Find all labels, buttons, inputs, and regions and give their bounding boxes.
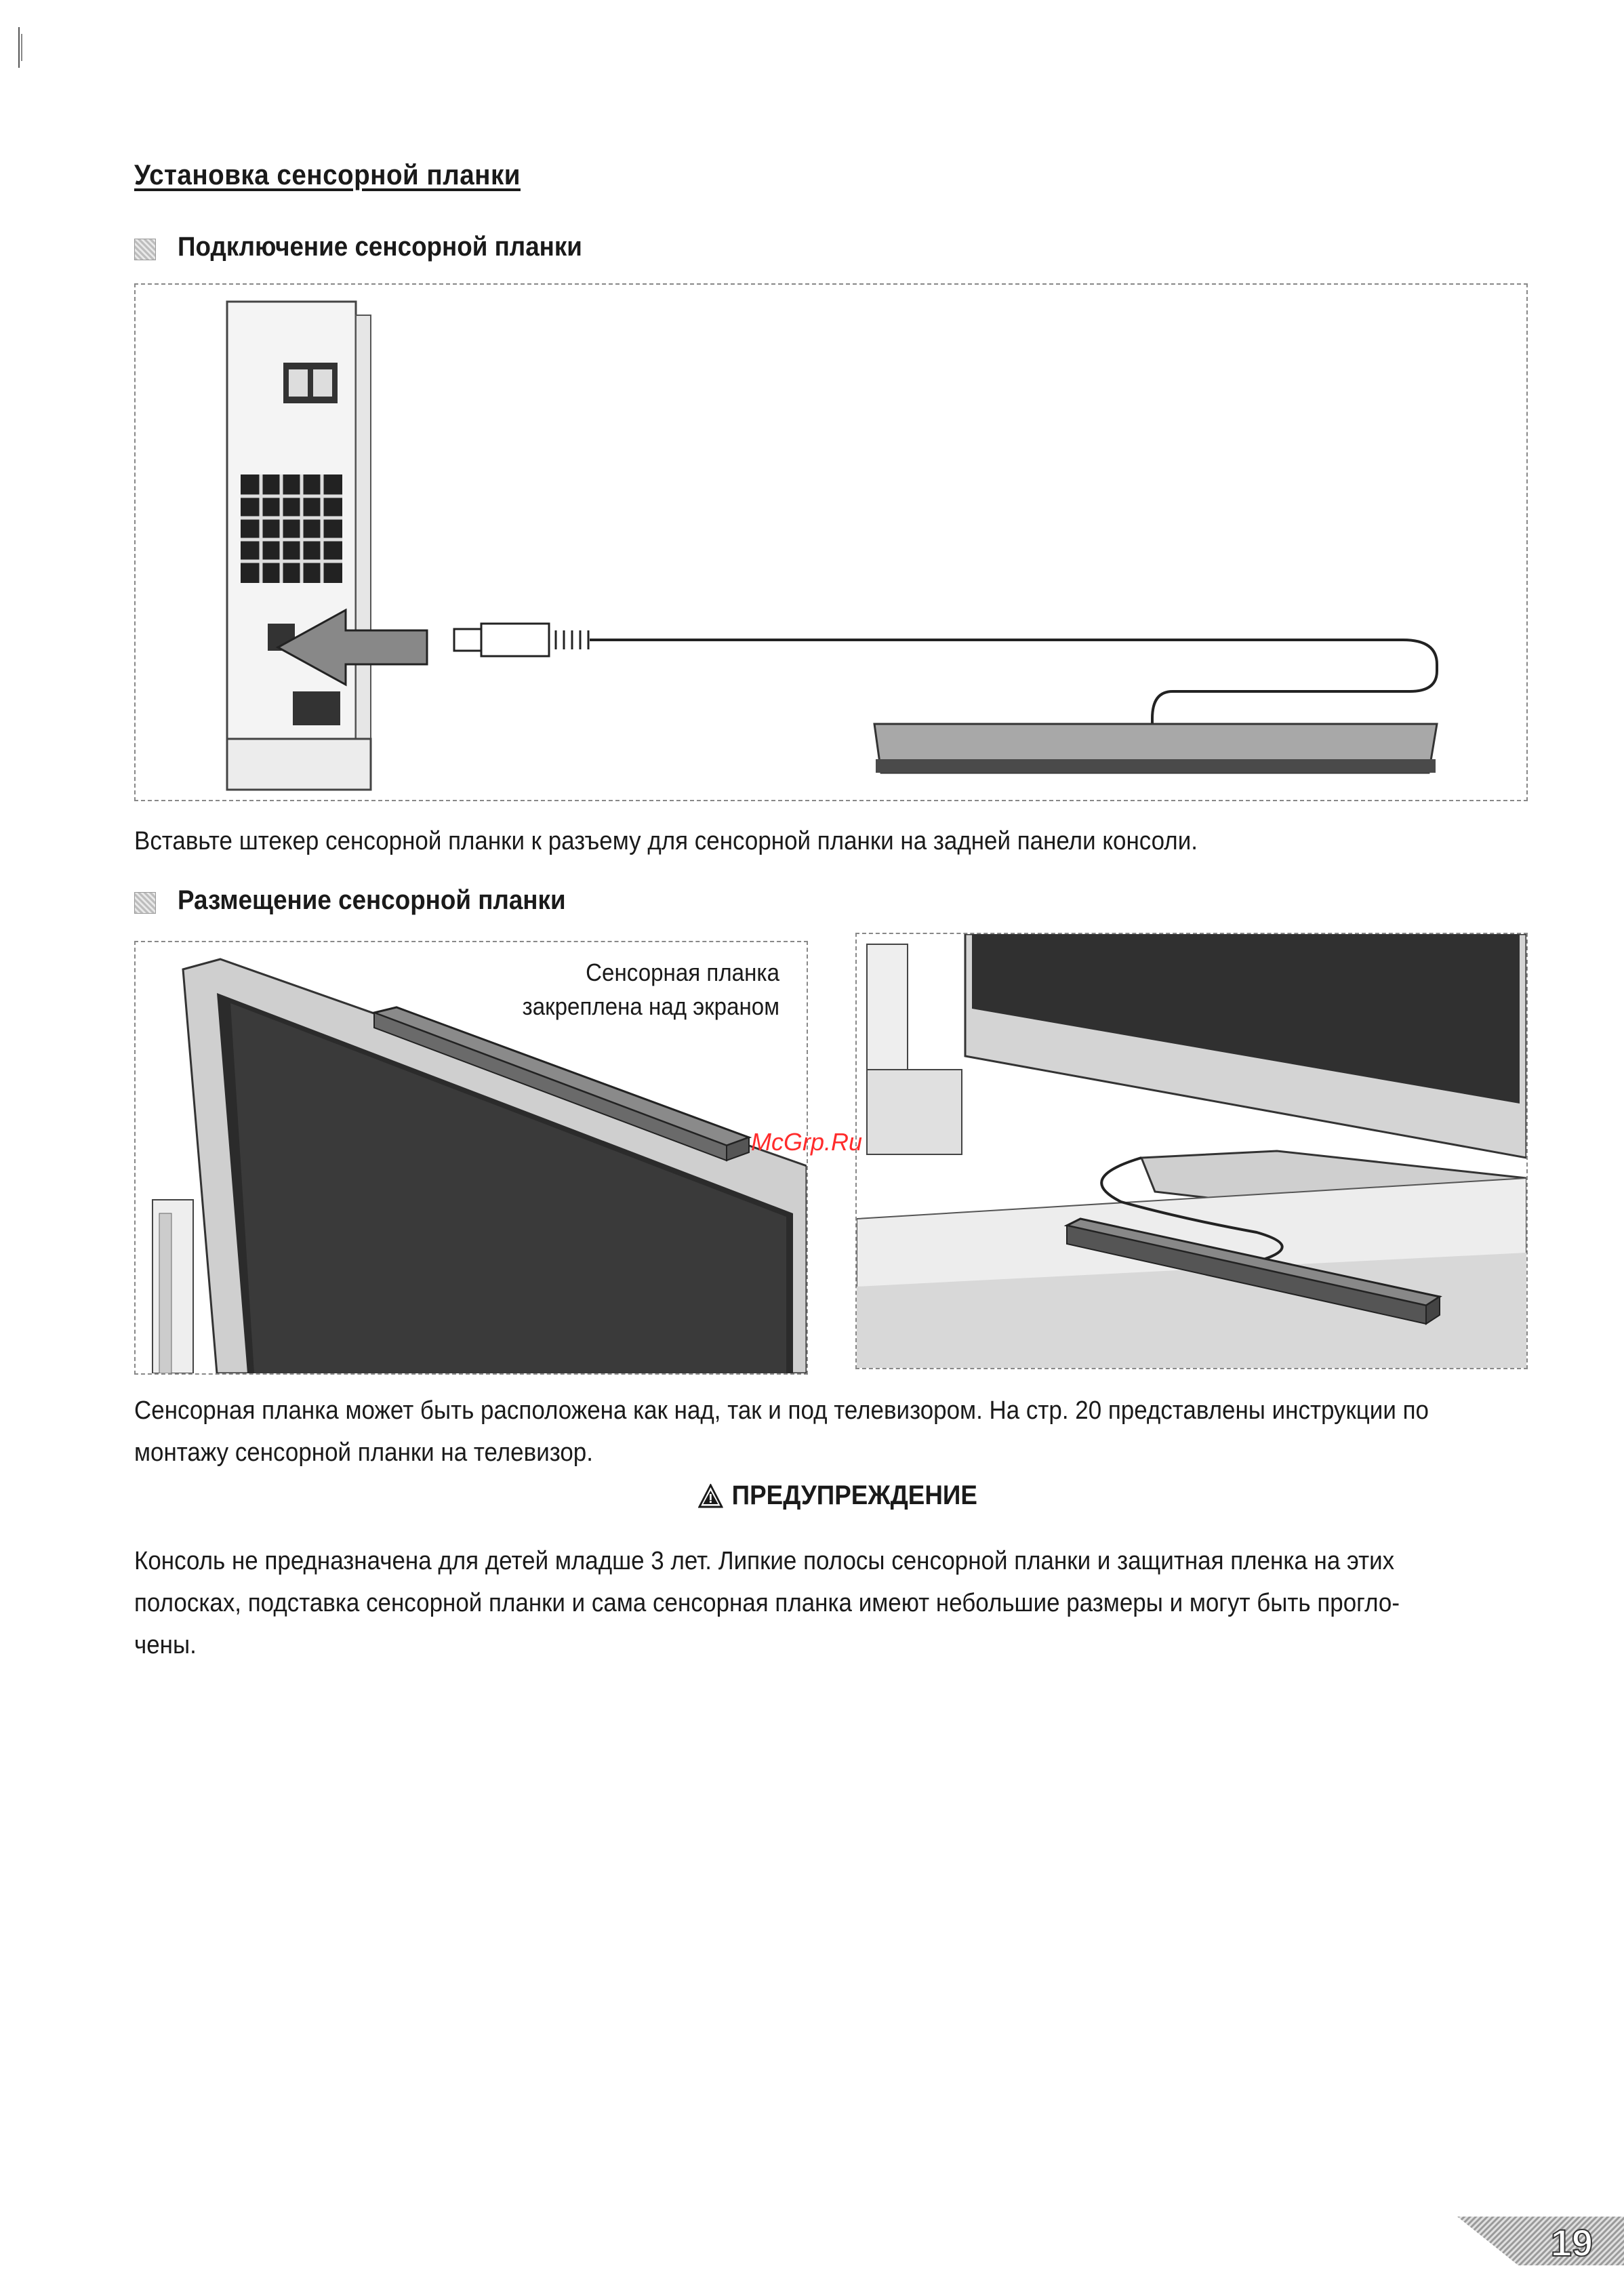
warning-heading xyxy=(698,1480,977,1511)
warning-triangle-icon xyxy=(698,1484,723,1508)
page-number-tab xyxy=(1457,2217,1624,2265)
page-title: Установка сенсорной планки xyxy=(134,159,521,190)
section-bullet-icon xyxy=(134,239,156,260)
section-heading-connect: Подключение сенсорной планки xyxy=(178,232,582,262)
connect-instruction-text: Вставьте штекер сенсорной планки к разъему для сенсорной планки на задней панели консоли. xyxy=(134,827,1198,855)
warning-heading-label: ПРЕДУПРЕЖДЕНИЕ xyxy=(731,1480,977,1510)
watermark: McGrp.Ru xyxy=(751,1128,863,1156)
section-bullet-icon xyxy=(134,892,156,914)
warning-text-line-3: чены. xyxy=(134,1631,197,1659)
page-number: 19 xyxy=(1550,2221,1593,2264)
placement-text-line-2: монтажу сенсорной планки на телевизор. xyxy=(134,1438,593,1467)
console-vent-grid xyxy=(241,474,342,583)
warning-text-line-2: полосках, подставка сенсорной планки и сама сенсорная планка имеют небольшие размеры и могут быть прогло- xyxy=(134,1589,1400,1617)
image-caption xyxy=(474,956,779,1024)
section-heading-placement: Размещение сенсорной планки xyxy=(178,885,566,915)
figure-bar-below-tv xyxy=(855,933,1528,1369)
placement-text-line-1: Сенсорная планка может быть расположена как над, так и под телевизором. На стр. 20 представлены инструкции по xyxy=(134,1396,1429,1425)
image-caption-line-1: Сенсорная планка xyxy=(586,958,779,986)
scan-edge-mark xyxy=(18,27,23,68)
image-caption-line-2: закреплена над экраном xyxy=(522,992,779,1020)
warning-text-line-1: Консоль не предназначена для детей младше 3 лет. Липкие полосы сенсорной планки и защитная пленка на этих xyxy=(134,1547,1395,1575)
figure-connect-sensor-bar xyxy=(134,283,1528,801)
